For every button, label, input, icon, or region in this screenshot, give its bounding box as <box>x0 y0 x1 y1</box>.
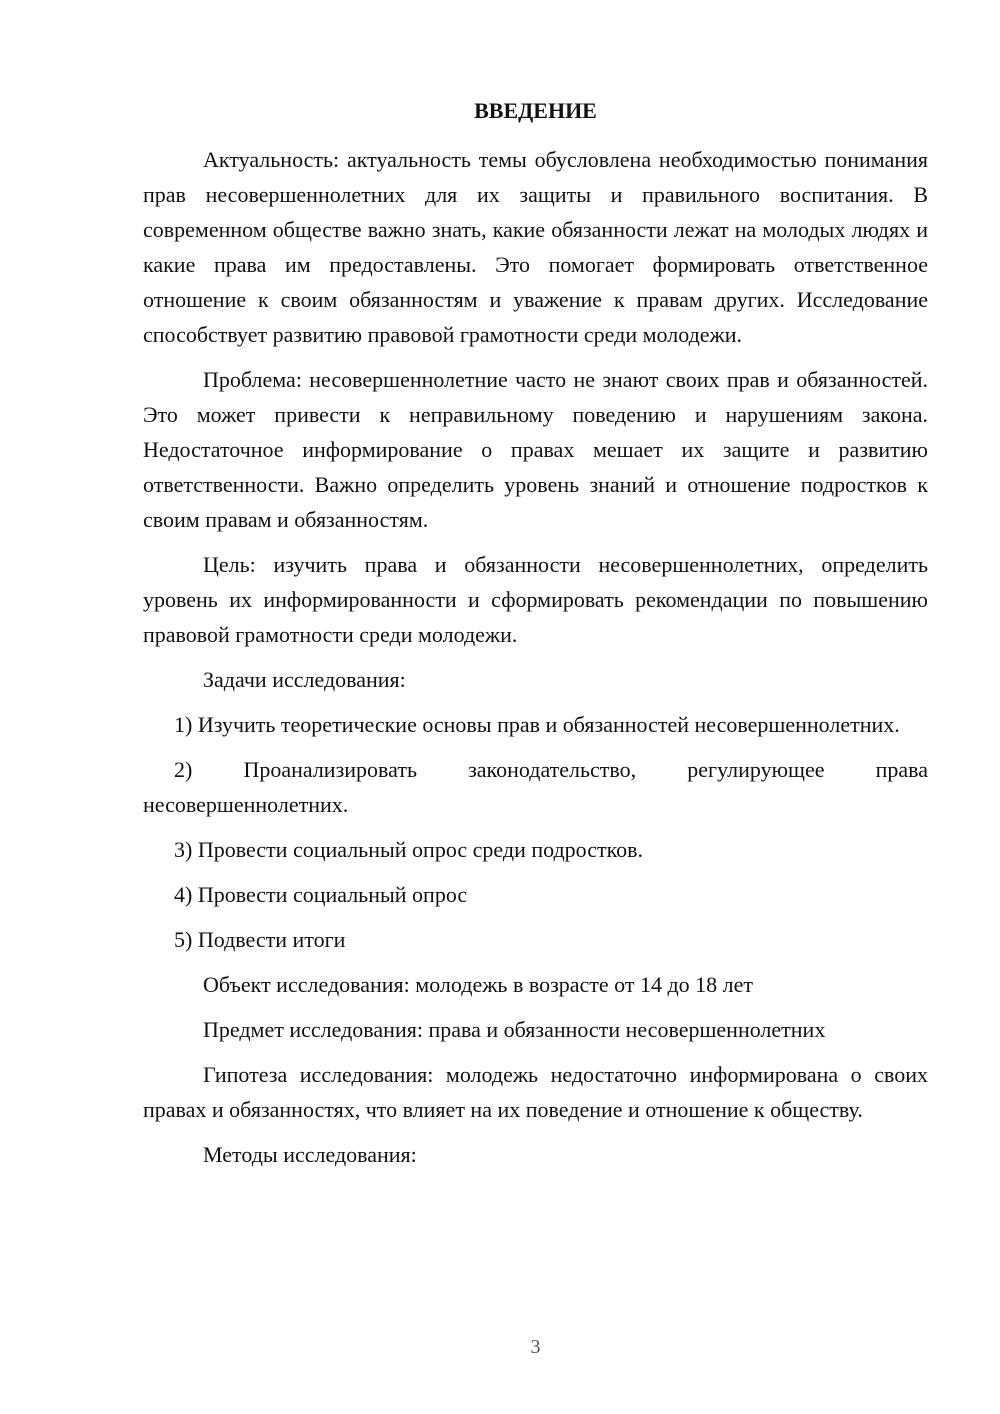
document-page <box>143 0 928 1414</box>
task-item-4: 4) Провести социальный опрос <box>174 882 468 907</box>
task-item-1: 1) Изучить теоретические основы прав и обязанностей несовершеннолетних. <box>174 712 900 737</box>
paragraph-relevance: Актуальность: актуальность темы обусловлена необходимостью понимания прав несовершеннолетних для их защиты и правильного воспитания. В современном обществе важно знать, какие обязанности лежат на молодых людях и какие права им предоставлены. Это помогает формировать ответственное отношение к своим обязанностям и уважение к правам других. Исследование способствует развитию правовой грамотности среди молодежи. <box>143 147 928 347</box>
paragraph-goal: Цель: изучить права и обязанности несовершеннолетних, определить уровень их информированности и сформировать рекомендации по повышению правовой грамотности среди молодежи. <box>143 552 928 647</box>
paragraph-problem: Проблема: несовершеннолетние часто не знают своих прав и обязанностей. Это может привести к неправильному поведению и нарушениям закона. Недостаточное информирование о правах мешает их защите и развитию ответственности. Важно определить уровень знаний и отношение подростков к своим правам и обязанностям. <box>143 367 928 532</box>
task-item-5: 5) Подвести итоги <box>174 927 346 952</box>
tasks-heading: Задачи исследования: <box>203 667 406 692</box>
task-item-3: 3) Провести социальный опрос среди подростков. <box>174 837 644 862</box>
paragraph-object: Объект исследования: молодежь в возрасте от 14 до 18 лет <box>203 972 754 997</box>
paragraph-subject: Предмет исследования: права и обязанности несовершеннолетних <box>203 1017 826 1042</box>
task-item-2: 2) Проанализировать законодательство, регулирующее права несовершеннолетних. <box>143 757 928 817</box>
paragraph-hypothesis: Гипотеза исследования: молодежь недостаточно информирована о своих правах и обязанностях, что влияет на их поведение и отношение к обществу. <box>143 1062 928 1122</box>
methods-heading: Методы исследования: <box>203 1142 417 1167</box>
page-number: 3 <box>530 1336 541 1358</box>
document-body <box>143 142 928 1182</box>
section-heading: ВВЕДЕНИЕ <box>474 98 597 123</box>
